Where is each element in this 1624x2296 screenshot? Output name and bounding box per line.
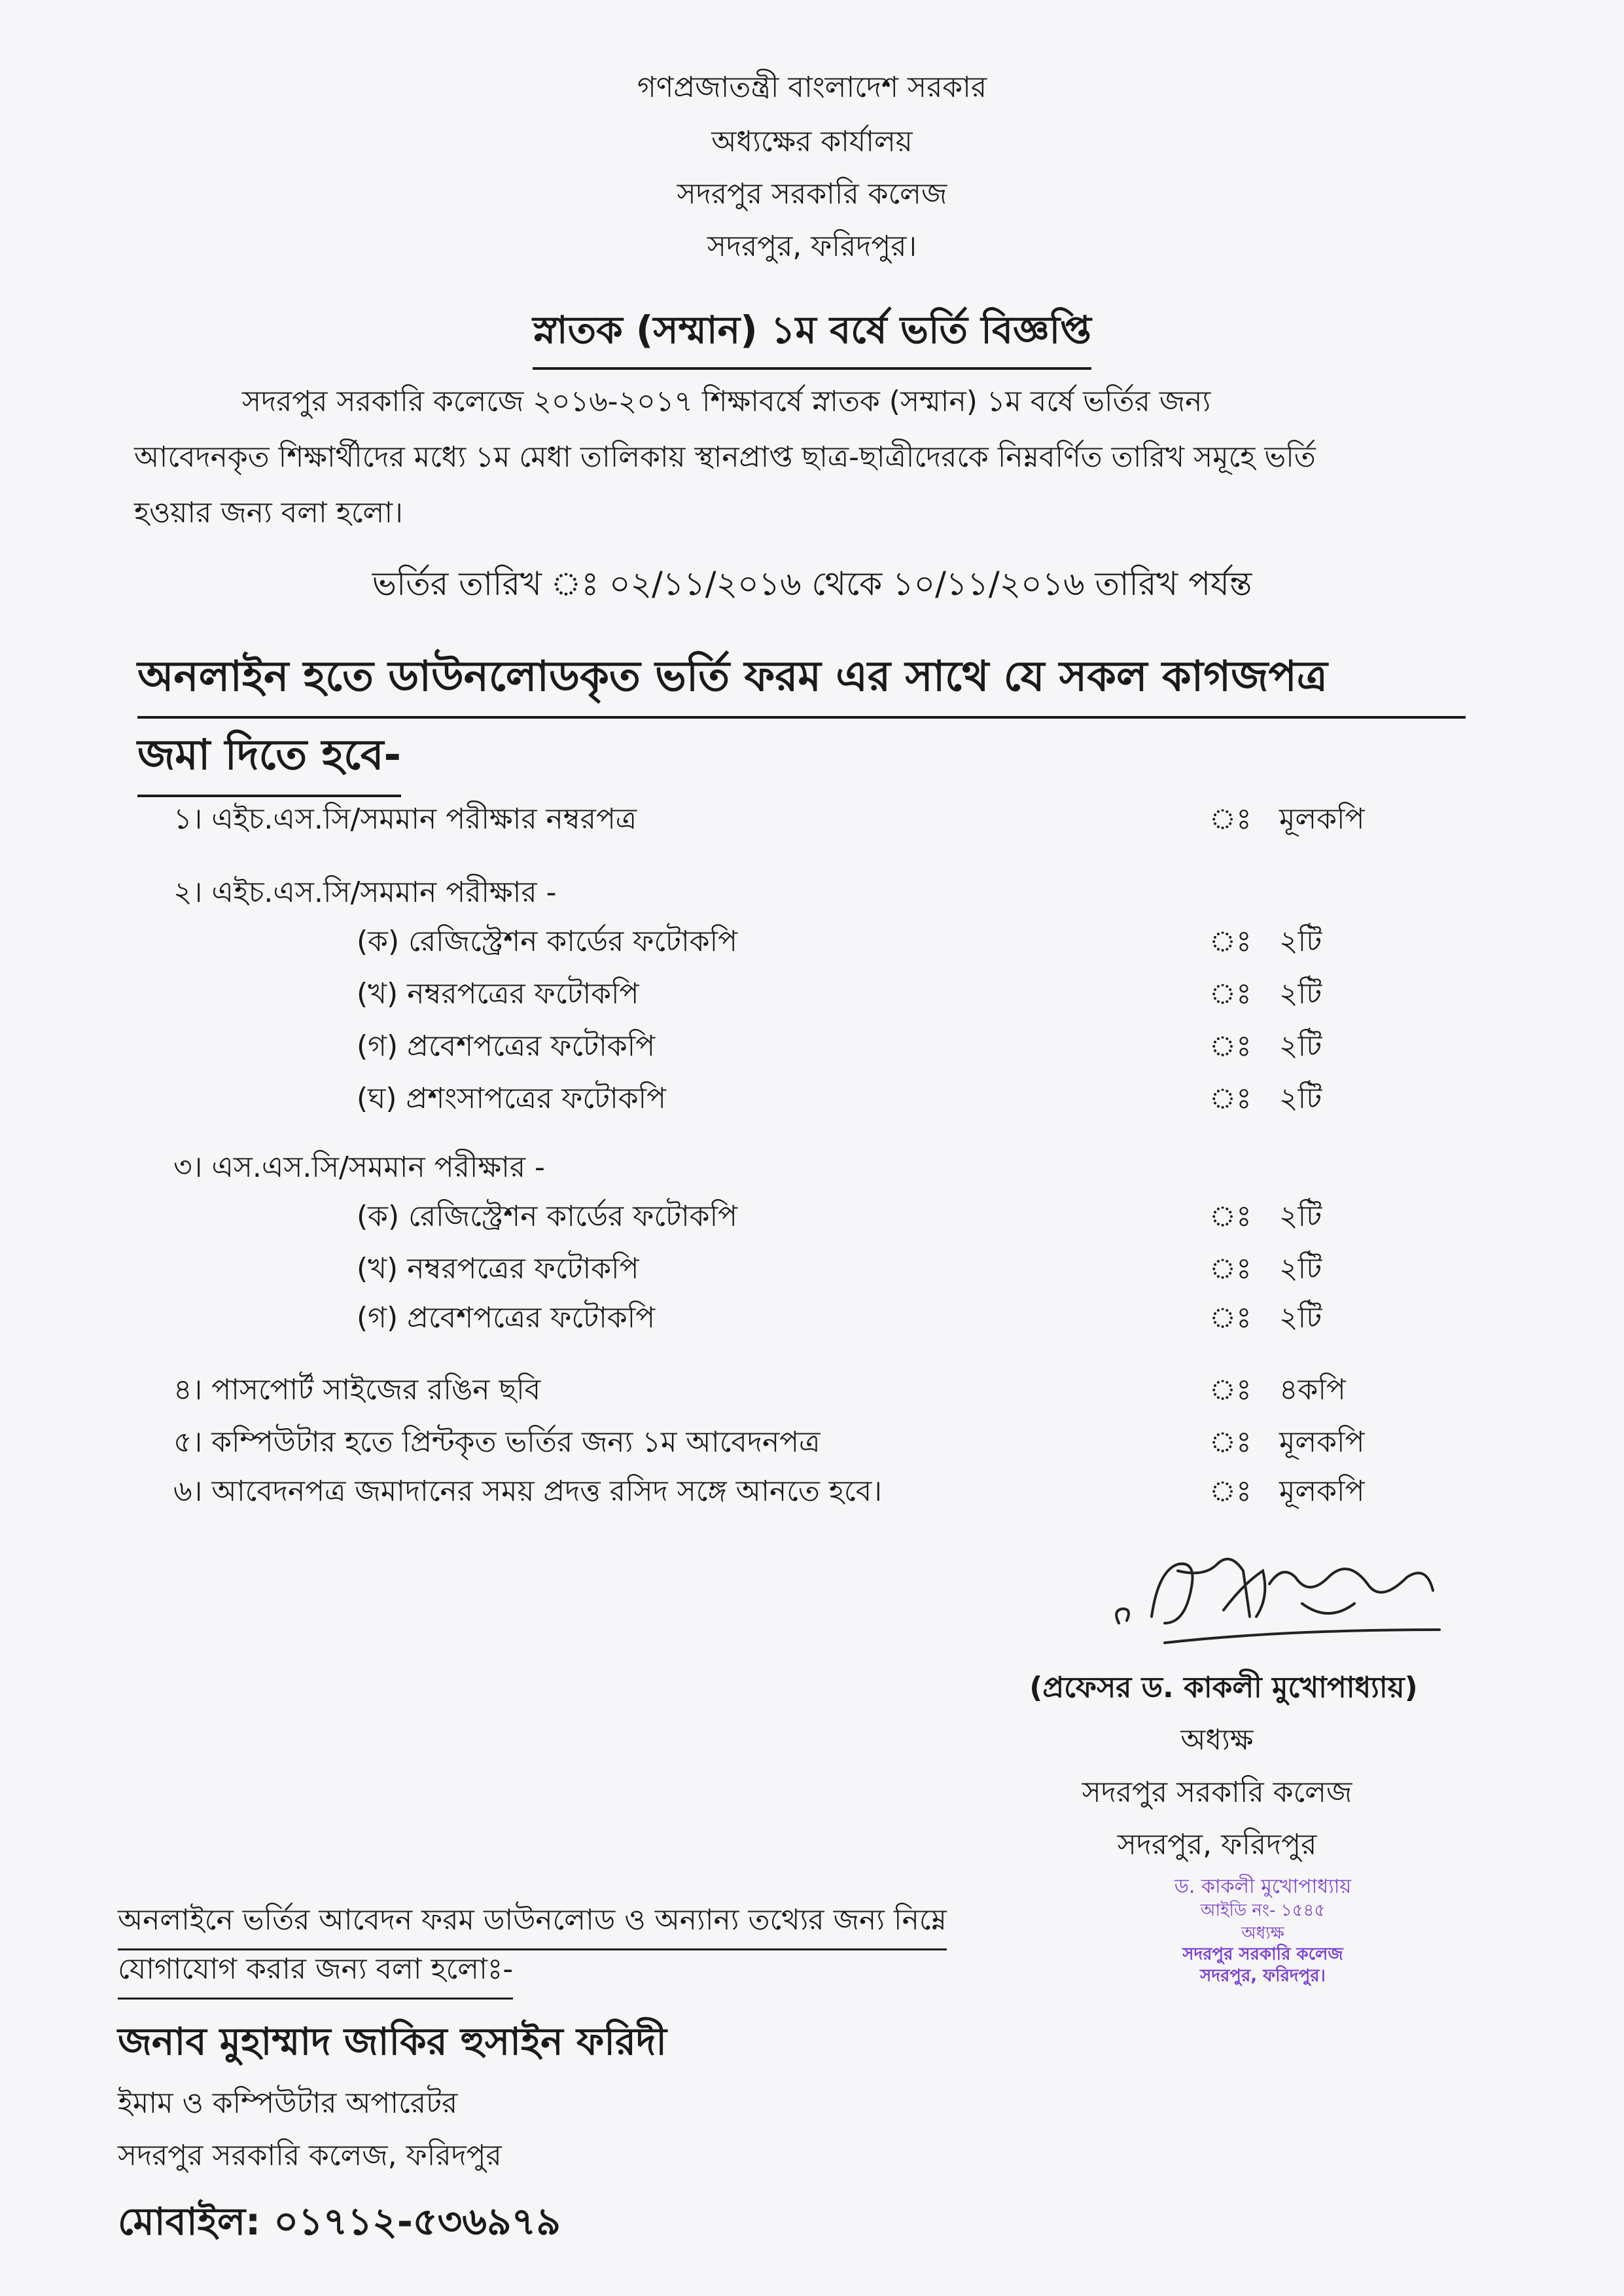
doc-item-3b-value: ২টি <box>1279 1252 1322 1285</box>
doc-item-6-value: মূলকপি <box>1279 1475 1365 1508</box>
doc-item-5: ৫। কম্পিউটার হতে প্রিন্টকৃত ভর্তির জন্য ১ম আবেদনপত্র <box>173 1426 821 1459</box>
contact-note-line-1: অনলাইনে ভর্তির আবেদন ফরম ডাউনলোড ও অন্যান্য তথ্যের জন্য নিম্নে <box>118 1898 947 1950</box>
header-government: গণপ্রজাতন্ত্রী বাংলাদেশ সরকার <box>637 71 987 104</box>
notice-line-2: আবেদনকৃত শিক্ষার্থীদের মধ্যে ১ম মেধা তালিকায় স্থানপ্রাপ্ত ছাত্র-ছাত্রীদেরকে নিম্নবর্ণিত তারিখ সমূহে ভর্তি <box>134 440 1316 474</box>
doc-item-2d-value: ২টি <box>1279 1082 1322 1115</box>
doc-item-2: ২। এইচ.এস.সি/সমমান পরীক্ষার - <box>173 876 557 909</box>
contact-role: ইমাম ও কম্পিউটার অপারেটর <box>118 2087 458 2120</box>
stamp-designation: অধ্যক্ষ <box>1241 1924 1284 1943</box>
notice-line-3: হওয়ার জন্য বলা হলো। <box>134 496 403 529</box>
signatory-designation: অধ্যক্ষ <box>1180 1723 1254 1757</box>
doc-item-3c-value: ২টি <box>1279 1301 1322 1335</box>
doc-item-4-value: ৪কপি <box>1279 1373 1346 1407</box>
doc-item-2b: (খ) নম্বরপত্রের ফটোকপি <box>357 977 639 1011</box>
admission-date: ভর্তির তারিখ ঃ ০২/১১/২০১৬ থেকে ১০/১১/২০১৬ তারিখ পর্যন্ত <box>372 565 1252 603</box>
contact-note-line-2: যোগাযোগ করার জন্য বলা হলোঃ- <box>118 1947 513 2000</box>
header-office: অধ্যক্ষের কার্যালয় <box>711 125 913 158</box>
stamp-college: সদরপুর সরকারি কলেজ <box>1182 1945 1343 1964</box>
doc-item-3a: (ক) রেজিস্ট্রেশন কার্ডের ফটোকপি <box>357 1200 738 1233</box>
notice-title: স্নাতক (সম্মান) ১ম বর্ষে ভর্তি বিজ্ঞপ্তি <box>533 301 1091 370</box>
stamp-id: আইডি নং- ১৫৪৫ <box>1200 1901 1326 1920</box>
header-location: সদরপুর, ফরিদপুর। <box>707 230 917 263</box>
doc-item-3a-colon: ঃ <box>1209 1200 1252 1233</box>
doc-item-3a-value: ২টি <box>1279 1200 1322 1233</box>
doc-item-3c: (গ) প্রবেশপত্রের ফটোকপি <box>357 1301 656 1335</box>
doc-item-6-colon: ঃ <box>1209 1475 1252 1508</box>
doc-item-2a-value: ২টি <box>1279 925 1322 958</box>
doc-item-5-value: মূলকপি <box>1279 1426 1365 1459</box>
stamp-location: সদরপুর, ফরিদপুর। <box>1200 1966 1326 1986</box>
doc-item-2c-colon: ঃ <box>1209 1030 1252 1063</box>
documents-heading-line-1: অনলাইন হতে ডাউনলোডকৃত ভর্তি ফরম এর সাথে যে সকল কাগজপত্র <box>137 645 1466 719</box>
doc-item-4: ৪। পাসপোর্ট সাইজের রঙিন ছবি <box>173 1373 541 1407</box>
doc-item-3: ৩। এস.এস.সি/সমমান পরীক্ষার - <box>173 1151 545 1184</box>
doc-item-6: ৬। আবেদনপত্র জমাদানের সময় প্রদত্ত রসিদ সঙ্গে আনতে হবে। <box>173 1475 882 1508</box>
notice-line-1: সদরপুর সরকারি কলেজে ২০১৬-২০১৭ শিক্ষাবর্ষে স্নাতক (সম্মান) ১ম বর্ষে ভর্তির জন্য <box>242 385 1211 418</box>
signature-image <box>1106 1545 1472 1662</box>
doc-item-2d: (ঘ) প্রশংসাপত্রের ফটোকপি <box>357 1082 667 1115</box>
contact-name: জনাব মুহাম্মাদ জাকির হুসাইন ফরিদী <box>118 2019 667 2064</box>
doc-item-1-value: মূলকপি <box>1279 802 1365 836</box>
doc-item-3b-colon: ঃ <box>1209 1252 1252 1285</box>
doc-item-1: ১। এইচ.এস.সি/সমমান পরীক্ষার নম্বরপত্র <box>173 802 637 836</box>
contact-mobile: মোবাইল: ০১৭১২-৫৩৬৯৭৯ <box>118 2199 561 2244</box>
doc-item-3c-colon: ঃ <box>1209 1301 1252 1335</box>
signatory-college: সদরপুর সরকারি কলেজ <box>1082 1776 1352 1809</box>
doc-item-2c: (গ) প্রবেশপত্রের ফটোকপি <box>357 1030 656 1063</box>
doc-item-2b-value: ২টি <box>1279 977 1322 1011</box>
doc-item-4-colon: ঃ <box>1209 1373 1252 1407</box>
doc-item-3b: (খ) নম্বরপত্রের ফটোকপি <box>357 1252 639 1285</box>
signatory-name: (প্রফেসর ড. কাকলী মুখোপাধ্যায়) <box>1029 1671 1418 1704</box>
stamp-name: ড. কাকলী মুখোপাধ্যায় <box>1174 1875 1352 1898</box>
doc-item-1-colon: ঃ <box>1209 802 1252 836</box>
doc-item-2a: (ক) রেজিস্ট্রেশন কার্ডের ফটোকপি <box>357 925 738 958</box>
doc-item-5-colon: ঃ <box>1209 1426 1252 1459</box>
doc-item-2b-colon: ঃ <box>1209 977 1252 1011</box>
doc-item-2c-value: ২টি <box>1279 1030 1322 1063</box>
documents-heading-line-2: জমা দিতে হবে- <box>137 723 401 797</box>
signatory-location: সদরপুর, ফরিদপুর <box>1117 1828 1317 1861</box>
doc-item-2d-colon: ঃ <box>1209 1082 1252 1115</box>
header-college: সদরপুর সরকারি কলেজ <box>677 177 947 211</box>
contact-college: সদরপুর সরকারি কলেজ, ফরিদপুর <box>118 2139 502 2172</box>
doc-item-2a-colon: ঃ <box>1209 925 1252 958</box>
